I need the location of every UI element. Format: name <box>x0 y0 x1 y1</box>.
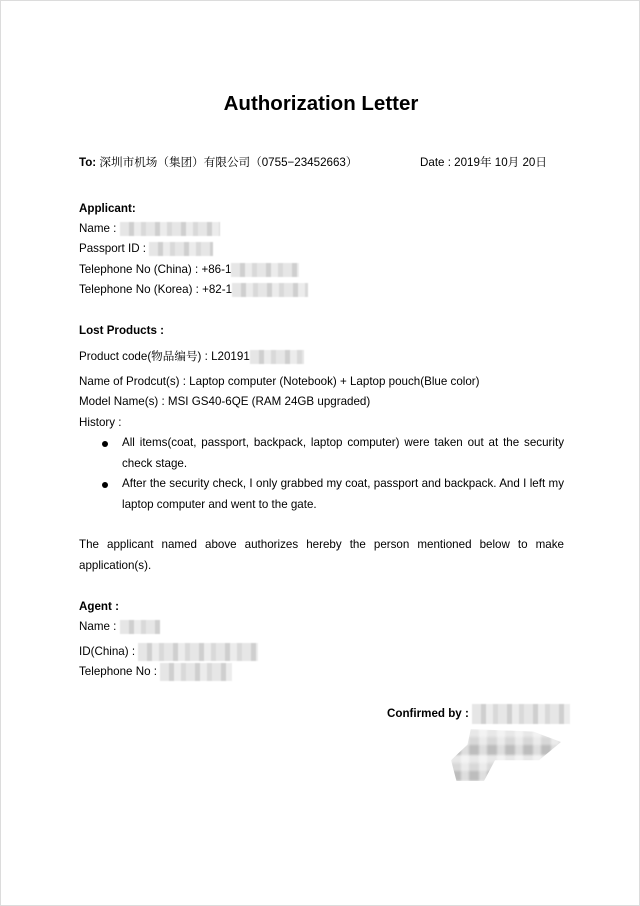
redacted-agent-id <box>138 643 258 661</box>
agent-id-label: ID(China) : <box>79 645 136 659</box>
redacted-passport-id <box>149 242 213 256</box>
applicant-name-label: Name : <box>79 222 117 236</box>
to-value: 深圳市机场（集团）有限公司（0755−23452663） <box>99 156 358 169</box>
applicant-heading: Applicant: <box>79 202 136 215</box>
confirmed-label: Confirmed by : <box>387 707 469 721</box>
recipient-line <box>79 154 357 170</box>
agent-name-label: Name : <box>79 620 117 634</box>
redacted-confirmer <box>472 704 570 724</box>
redacted-agent-name <box>120 620 160 634</box>
product-name-line: Name of Prodcut(s) : Laptop computer (Notebook) + Laptop pouch(Blue color) <box>79 375 480 388</box>
tel-korea-label: Telephone No (Korea) : +82-1 <box>79 283 233 297</box>
product-code-label: Product code(物品编号) : L20191 <box>79 350 250 363</box>
redacted-tel-korea <box>232 283 308 297</box>
redacted-agent-tel <box>160 663 232 681</box>
model-name-line: Model Name(s) : MSI GS40-6QE (RAM 24GB upgraded) <box>79 395 371 408</box>
letter-title: Authorization Letter <box>223 92 419 115</box>
authorization-paragraph: The applicant named above authorizes hereby the person mentioned below to make application(s). <box>79 538 564 572</box>
tel-china-label: Telephone No (China) : +86-1 <box>79 263 232 277</box>
to-label: To: <box>79 156 97 169</box>
redacted-signature <box>451 729 561 781</box>
history-label: History : <box>79 416 122 429</box>
confirmed-line <box>387 704 570 724</box>
agent-tel-label: Telephone No : <box>79 665 157 679</box>
product-code-line <box>79 348 304 364</box>
redacted-applicant-name <box>120 222 220 236</box>
redacted-product-code <box>250 350 304 364</box>
bullet-icon <box>102 441 108 447</box>
agent-heading: Agent : <box>79 600 119 613</box>
date-line: Date : 2019年 10月 20日 <box>420 156 547 169</box>
agent-id-line <box>79 643 258 661</box>
agent-name-line <box>79 620 160 634</box>
tel-china-line <box>79 263 299 277</box>
applicant-passport-line <box>79 242 213 256</box>
bullet-icon <box>102 482 108 488</box>
tel-korea-line <box>79 283 308 297</box>
lost-products-heading: Lost Products : <box>79 324 165 337</box>
redacted-tel-china <box>231 263 299 277</box>
history-item-2: After the security check, I only grabbed my coat, passport and backpack. And I left my laptop computer and went to the gate. <box>122 477 564 511</box>
applicant-name-line <box>79 222 220 236</box>
passport-label: Passport ID : <box>79 242 147 256</box>
history-item-1: All items(coat, passport, backpack, laptop computer) were taken out at the security check stage. <box>122 436 564 470</box>
agent-tel-line <box>79 663 232 681</box>
